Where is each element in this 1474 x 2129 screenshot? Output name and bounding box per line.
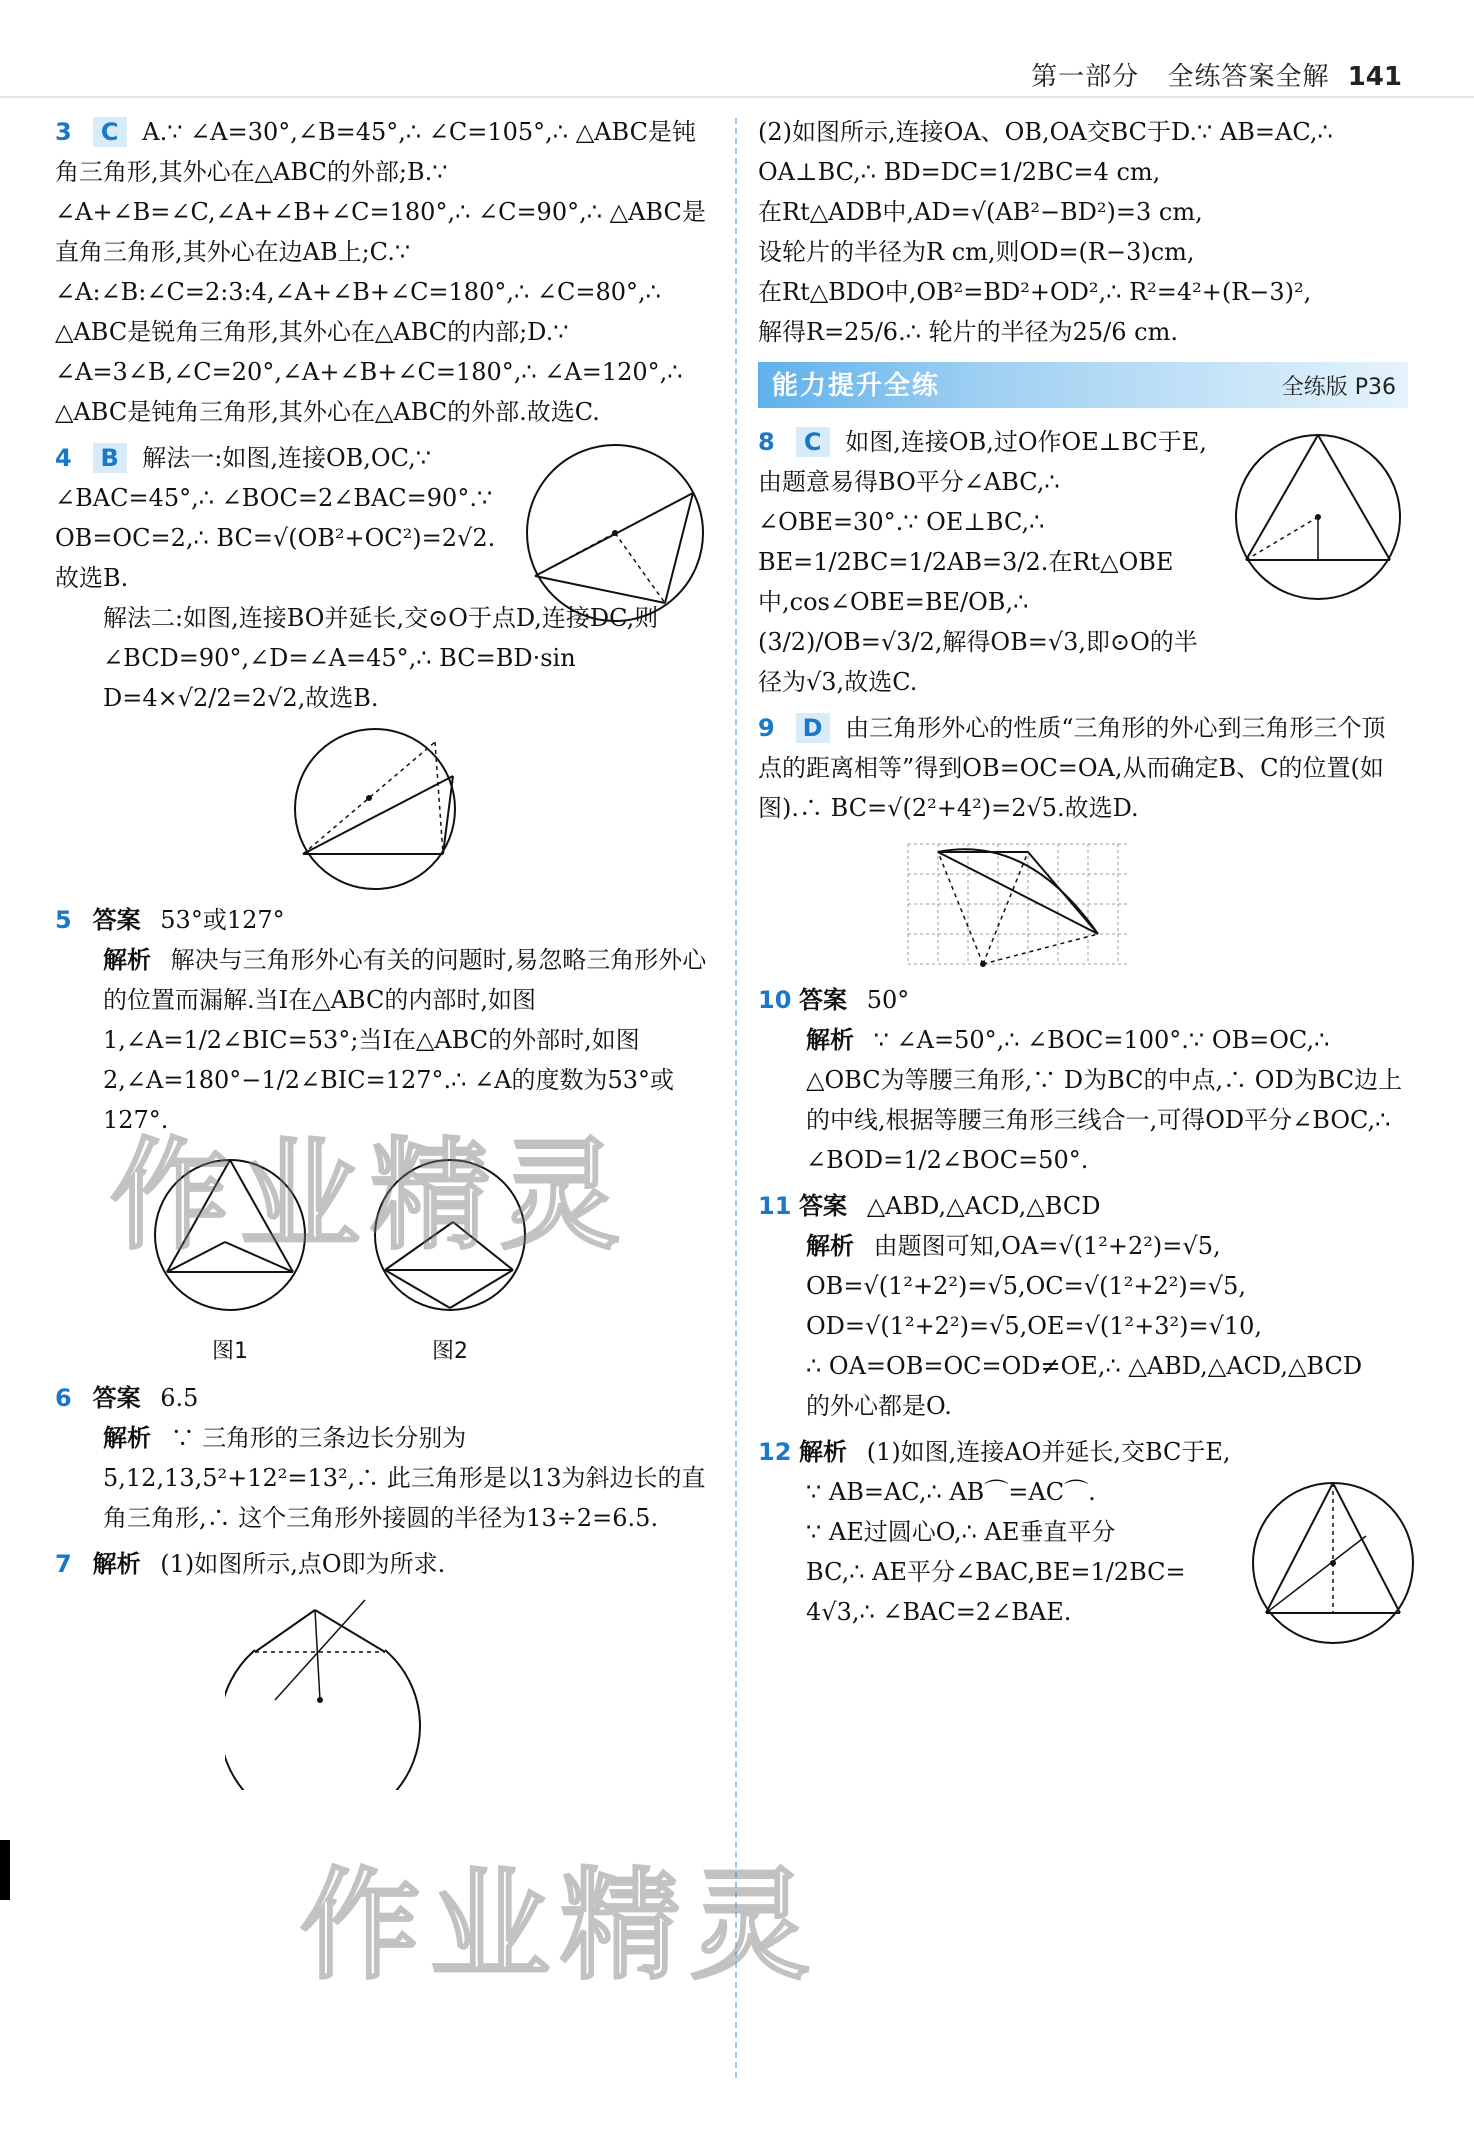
q7-line-4: 在Rt△BDO中,OB²=BD²+OD²,∴ R²=4²+(R−3)², (758, 278, 1312, 306)
q7-line-1: (2)如图所示,连接OA、OB,OA交BC于D.∵ AB=AC,∴ OA⊥BC,∴ BD=DC=1/2BC=4 cm, (758, 118, 1333, 186)
analysis-text: ∵ 三角形的三条边长分别为5,12,13,5²+12²=13²,∴ 此三角形是以13为斜边长的直角三角形,∴ 这个三角形外接圆的半径为13÷2=6.5. (103, 1424, 706, 1532)
method-two-text: 解法二:如图,连接BO并延长,交⊙O于点D,连接DC,则∠BCD=90°,∠D=∠A=45°,∴ BC=BD·sin D=4×√2/2=2√2,故选B. (103, 604, 659, 712)
question-3 (55, 112, 715, 432)
header-rule (0, 96, 1474, 98)
answer-badge: B (93, 443, 127, 473)
analysis-line-4: ∴ OA=OB=OC=OD≠OE,∴ △ABD,△ACD,△BCD (806, 1352, 1363, 1380)
analysis-line-1: (1)如图,连接AO并延长,交BC于E, (866, 1438, 1231, 1466)
answer-value: △ABD,△ACD,△BCD (866, 1192, 1101, 1220)
answer-value: 6.5 (160, 1384, 199, 1412)
watermark-2: 作业精灵 (300, 1857, 820, 1996)
question-4 (55, 438, 715, 894)
figure-1-drawing (145, 1150, 315, 1320)
analysis-line-4: BC,∴ AE平分∠BAC,BE=1/2BC= (806, 1558, 1186, 1586)
answer-badge: C (93, 117, 127, 147)
analysis-line-5: 4√3,∴ ∠BAC=2∠BAE. (806, 1598, 1072, 1626)
question-number: 6 (55, 1384, 72, 1412)
page-edge-mark (0, 1840, 10, 1900)
analysis-text: (1)如图所示,点O即为所求. (160, 1550, 446, 1578)
question-12 (758, 1432, 1408, 1632)
answer-badge: D (796, 713, 830, 743)
figure-2-caption: 图2 (432, 1339, 468, 1364)
answer-label: 答案 (799, 986, 848, 1014)
question-7 (55, 1544, 715, 1790)
q5-figures (145, 1150, 715, 1372)
page-number: 141 (1347, 62, 1402, 92)
question-10 (758, 980, 1408, 1180)
question-number: 7 (55, 1550, 72, 1578)
q4-second-figure (265, 724, 495, 894)
analysis-label: 解析 (92, 1550, 141, 1578)
q7-construction-figure (225, 1590, 465, 1790)
analysis-line-5: 的外心都是O. (806, 1392, 952, 1420)
q7-line-3: 设轮片的半径为R cm,则OD=(R−3)cm, (758, 238, 1195, 266)
section-banner (758, 362, 1408, 408)
answer-value: 53°或127° (160, 906, 285, 934)
q7-line-2: 在Rt△ADB中,AD=√(AB²−BD²)=3 cm, (758, 198, 1203, 226)
question-text: 由三角形外心的性质“三角形的外心到三角形三个顶点的距离相等”得到OB=OC=OA,从而确定B、C的位置(如图).∴ BC=√(2²+4²)=2√5.故选D. (758, 714, 1386, 822)
question-number: 8 (758, 428, 775, 456)
analysis-label: 解析 (799, 1438, 848, 1466)
question-number: 12 (758, 1438, 792, 1466)
figure-2-drawing (365, 1150, 535, 1320)
question-9 (758, 708, 1408, 974)
analysis-text: 解决与三角形外心有关的问题时,易忽略三角形外心的位置而漏解.当I在△ABC的内部时,如图1,∠A=1/2∠BIC=53°;当I在△ABC的外部时,如图2,∠A=180°−1/2∠BIC=127°.∴ ∠A的度数为53°或127°. (103, 946, 707, 1134)
question-5 (55, 900, 715, 1372)
header-title: 全练答案全解 (1167, 62, 1330, 92)
banner-title: 能力提升全练 (772, 371, 941, 401)
question-number: 10 (758, 986, 792, 1014)
watermark-1: 作业精灵 (110, 1127, 630, 1266)
right-column (758, 112, 1408, 1638)
analysis-label: 解析 (103, 946, 151, 974)
question-11 (758, 1186, 1408, 1426)
question-text: 如图,连接OB,过O作OE⊥BC于E,由题意易得BO平分∠ABC,∴ ∠OBE=30°.∵ OE⊥BC,∴ BE=1/2BC=1/2AB=3/2.在Rt△OBE中,cos∠OBE=BE/OB,∴ (3/2)/OB=√3/2,解得OB=√3,即⊙O的半径为√3,故选C. (758, 428, 1207, 696)
q12-circle-figure (1248, 1468, 1418, 1648)
column-divider (735, 118, 737, 2078)
figure-1 (145, 1150, 315, 1372)
question-number: 3 (55, 118, 72, 146)
question-number: 5 (55, 906, 72, 934)
analysis-line-1: 由题图可知,OA=√(1²+2²)=√5, (873, 1232, 1221, 1260)
analysis-line-2: OB=√(1²+2²)=√5,OC=√(1²+2²)=√5, (806, 1272, 1246, 1300)
page-header (1031, 56, 1402, 93)
left-column (55, 112, 715, 1796)
question-number: 11 (758, 1192, 792, 1220)
question-number: 4 (55, 444, 72, 472)
q7-line-5: 解得R=25/6.∴ 轮片的半径为25/6 cm. (758, 318, 1178, 346)
analysis-label: 解析 (806, 1026, 854, 1054)
analysis-text: ∵ ∠A=50°,∴ ∠BOC=100°.∵ OB=OC,∴ △OBC为等腰三角形,∵ D为BC的中点,∴ OD为BC边上的中线,根据等腰三角形三线合一,可得OD平分∠BOC,∴ ∠BOD=1/2∠BOC=50°. (806, 1026, 1403, 1174)
q8-triangle-figure (1228, 422, 1408, 602)
question-text: A.∵ ∠A=30°,∠B=45°,∴ ∠C=105°,∴ △ABC是钝角三角形,其外心在△ABC的外部;B.∵ ∠A+∠B=∠C,∠A+∠B+∠C=180°,∴ ∠C=90°,∴ △ABC是直角三角形,其外心在边AB上;C.∵ ∠A:∠B:∠C=2:3:4,∠A+∠B+∠C=180°,∴ ∠C=80°,∴ △ABC是锐角三角形,其外心在△ABC的内部;D.∵ ∠A=3∠B,∠C=20°,∠A+∠B+∠C=180°,∴ ∠A=120°,∴ △ABC是钝角三角形,其外心在△ABC的外部.故选C. (55, 118, 706, 426)
question-6 (55, 1378, 715, 1538)
answer-label: 答案 (799, 1192, 848, 1220)
question-7-part-2 (758, 112, 1408, 352)
analysis-line-3: OD=√(1²+2²)=√5,OE=√(1²+3²)=√10, (806, 1312, 1263, 1340)
q4-circle-figure (515, 438, 715, 628)
banner-tag: 全练版 P36 (1281, 375, 1396, 400)
question-8 (758, 422, 1408, 702)
analysis-line-3: ∵ AE过圆心O,∴ AE垂直平分 (806, 1518, 1116, 1546)
answer-badge: C (796, 427, 830, 457)
header-section: 第一部分 (1031, 62, 1140, 92)
answer-label: 答案 (92, 906, 141, 934)
analysis-line-2: ∵ AB=AC,∴ AB⌒=AC⌒. (806, 1478, 1096, 1506)
method-one-text: 解法一:如图,连接OB,OC,∵ ∠BAC=45°,∴ ∠BOC=2∠BAC=90°.∵ OB=OC=2,∴ BC=√(OB²+OC²)=2√2.故选B. (55, 444, 496, 592)
figure-2 (365, 1150, 535, 1372)
figure-1-caption: 图1 (212, 1339, 248, 1364)
analysis-label: 解析 (806, 1232, 854, 1260)
answer-label: 答案 (92, 1384, 141, 1412)
analysis-label: 解析 (103, 1424, 151, 1452)
answer-value: 50° (866, 986, 910, 1014)
q9-grid-figure (898, 834, 1138, 974)
question-number: 9 (758, 714, 775, 742)
